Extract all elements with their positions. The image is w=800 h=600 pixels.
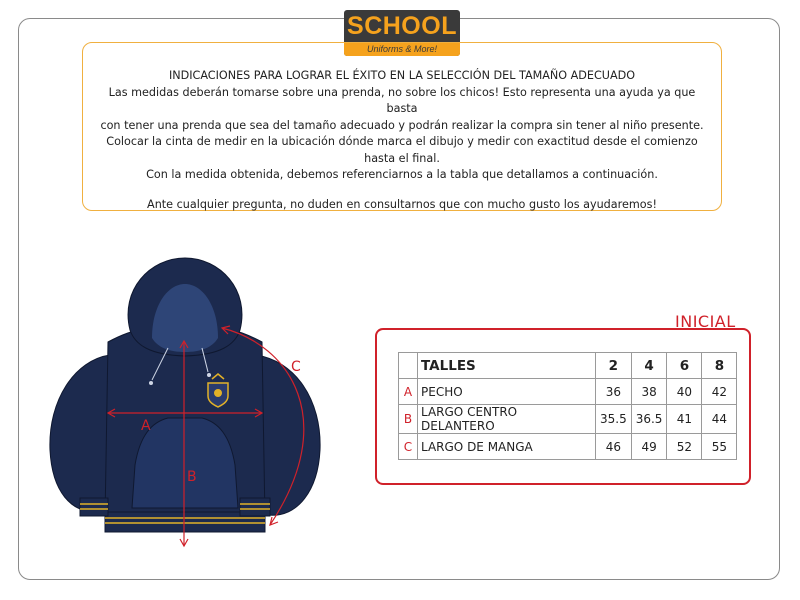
table-header-row <box>399 353 737 379</box>
jacket-diagram <box>40 250 340 550</box>
logo-main-text: SCHOOL <box>347 12 457 40</box>
instructions-line: Ante cualquier pregunta, no duden en consultarnos que con mucho gusto los ayudaremos! <box>147 197 657 211</box>
table-header-size: 2 <box>596 353 632 379</box>
measure-label-c: C <box>291 359 301 375</box>
table-cell: 41 <box>667 405 702 434</box>
table-header-talles: TALLES <box>418 353 596 379</box>
row-letter: A <box>399 379 418 405</box>
instructions-line: hasta el final. <box>364 151 440 165</box>
jacket-right-cuff <box>240 498 270 516</box>
size-table <box>398 352 737 460</box>
table-cell: 55 <box>702 434 737 460</box>
table-row <box>399 405 737 434</box>
table-header-blank <box>399 353 418 379</box>
table-cell: 36.5 <box>631 405 667 434</box>
table-cell: 40 <box>667 379 702 405</box>
table-cell: 42 <box>702 379 737 405</box>
table-header-size: 8 <box>702 353 737 379</box>
table-cell: 49 <box>631 434 667 460</box>
table-row <box>399 434 737 460</box>
row-label: LARGO CENTRO DELANTERO <box>418 405 596 434</box>
instructions-line: Colocar la cinta de medir en la ubicación dónde marca el dibujo y medir con exactitud desde el comienzo <box>106 135 698 148</box>
measure-label-b: B <box>187 469 197 485</box>
table-row <box>399 379 737 405</box>
row-label: LARGO DE MANGA <box>418 434 596 460</box>
instructions-box <box>82 42 722 211</box>
measure-label-a: A <box>141 418 151 434</box>
table-cell: 36 <box>596 379 632 405</box>
table-cell: 38 <box>631 379 667 405</box>
row-letter: B <box>399 405 418 434</box>
section-title: INICIAL <box>675 312 736 331</box>
table-cell: 44 <box>702 405 737 434</box>
instructions-line: con tener una prenda que sea del tamaño adecuado y podrán realizar la compra sin tener al niño presente. <box>100 118 704 132</box>
instructions-title: INDICACIONES PARA LOGRAR EL ÉXITO EN LA SELECCIÓN DEL TAMAÑO ADECUADO <box>168 69 636 82</box>
instructions-line: Las medidas deberán tomarse sobre una prenda, no sobre los chicos! Esto representa una ayuda ya que basta <box>108 85 696 115</box>
table-header-size: 4 <box>631 353 667 379</box>
logo-subtitle: Uniforms & More! <box>344 42 460 56</box>
table-cell: 46 <box>596 434 632 460</box>
instructions-line: Con la medida obtenida, debemos referenciarnos a la tabla que detallamos a continuación. <box>146 168 658 181</box>
jacket-left-cuff <box>80 498 108 516</box>
table-cell: 52 <box>667 434 702 460</box>
row-label: PECHO <box>418 379 596 405</box>
table-header-size: 6 <box>667 353 702 379</box>
table-cell: 35.5 <box>596 405 632 434</box>
row-letter: C <box>399 434 418 460</box>
